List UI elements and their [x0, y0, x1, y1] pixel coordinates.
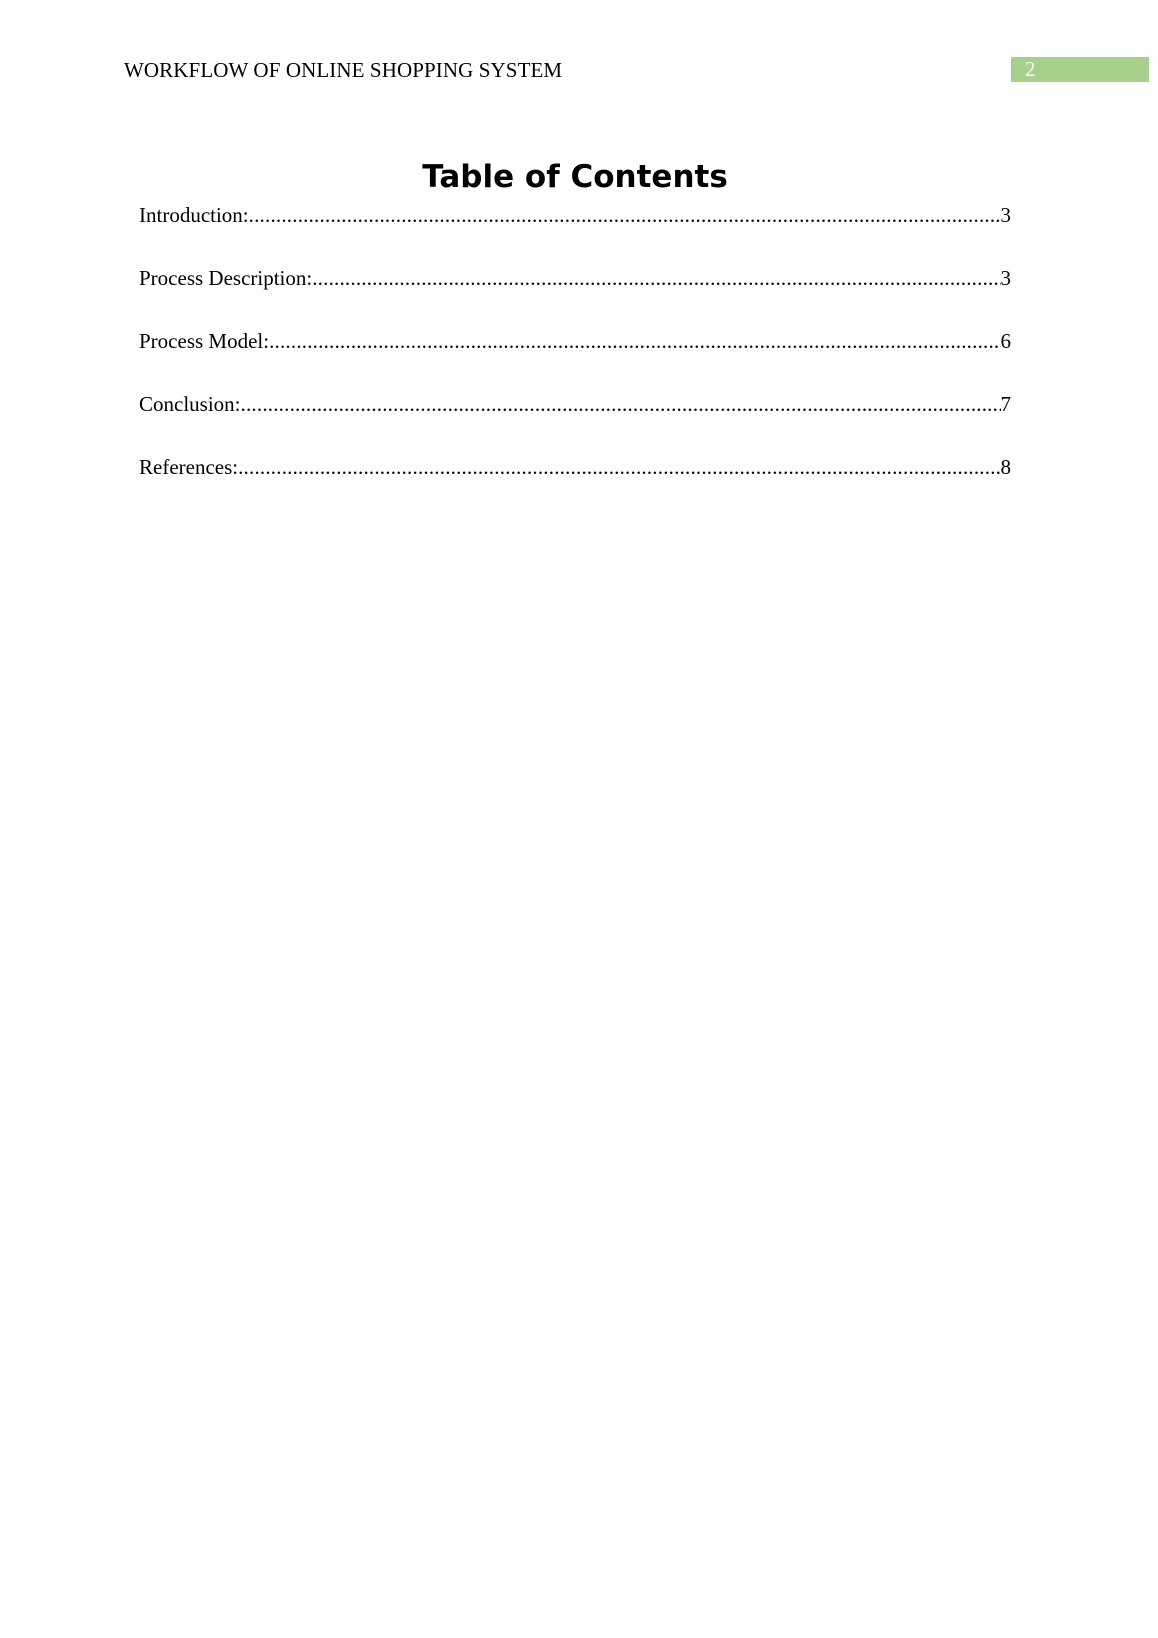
toc-entry-introduction[interactable]	[139, 200, 1011, 263]
toc-entry-conclusion[interactable]	[139, 389, 1011, 452]
toc-entry-label: Conclusion:	[139, 392, 241, 416]
toc-entry-process-description[interactable]	[139, 263, 1011, 326]
toc-entry-page: 3	[1000, 203, 1011, 227]
running-header-title: WORKFLOW OF ONLINE SHOPPING SYSTEM	[124, 58, 563, 82]
dot-leader	[312, 263, 1000, 293]
toc-entry-process-model[interactable]	[139, 326, 1011, 389]
page-number: 2	[1025, 57, 1036, 81]
toc-heading: Table of Contents	[422, 159, 728, 195]
toc-entry-label: Process Description:	[139, 266, 313, 290]
toc-list	[139, 200, 1011, 515]
toc-entry-page: 3	[1000, 266, 1011, 290]
toc-entry-page: 8	[1000, 455, 1011, 479]
toc-entry-label: References:	[139, 455, 239, 479]
dot-leader	[249, 200, 1001, 230]
page-number-badge	[1011, 57, 1149, 82]
toc-entry-label: Process Model:	[139, 329, 270, 353]
toc-entry-label: Introduction:	[139, 203, 249, 227]
dot-leader	[241, 389, 1001, 419]
dot-leader	[238, 452, 1000, 482]
toc-entry-page: 6	[1000, 329, 1011, 353]
toc-entry-references[interactable]	[139, 452, 1011, 515]
toc-entry-page: 7	[1000, 392, 1011, 416]
dot-leader	[269, 326, 1000, 356]
